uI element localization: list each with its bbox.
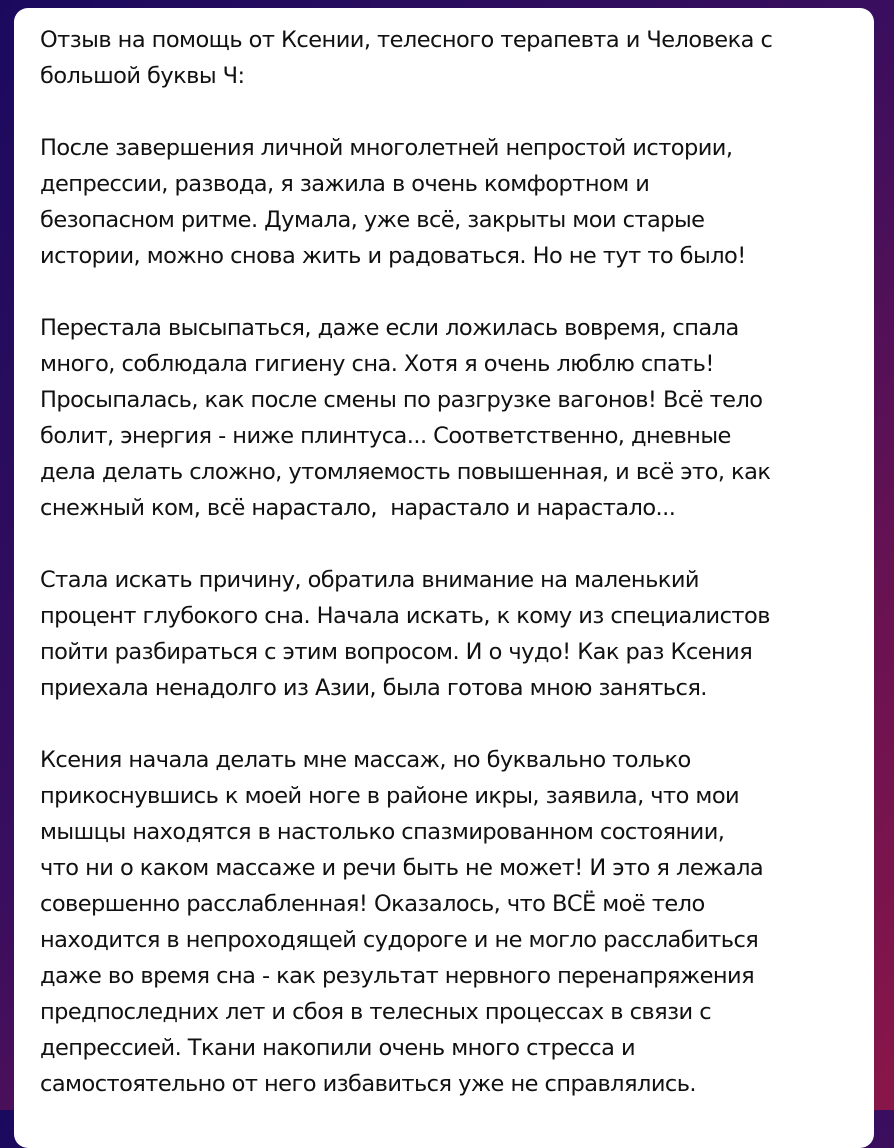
text-line: снежный ком, всё нарастало, нарастало и нарастало... <box>40 495 676 521</box>
text-line: После завершения личной многолетней непростой истории, <box>40 135 733 161</box>
text-line: находится в непроходящей судороге и не могло расслабиться <box>40 927 759 953</box>
text-line: депрессии, развода, я зажила в очень комфортном и <box>40 171 650 197</box>
text-line: болит, энергия - ниже плинтуса... Соответственно, дневные <box>40 423 731 449</box>
message-paragraph <box>40 22 854 94</box>
text-line: что ни о каком массаже и речи быть не может! И это я лежала <box>40 855 764 881</box>
text-line: дела делать сложно, утомляемость повышенная, и всё это, как <box>40 459 771 485</box>
text-line: большой буквы Ч: <box>40 63 245 89</box>
text-line: много, соблюдала гигиену сна. Хотя я очень люблю спать! <box>40 351 714 377</box>
text-line: самостоятельно от него избавиться уже не справлялись. <box>40 1071 697 1097</box>
text-line: прикоснувшись к моей ноге в районе икры, заявила, что мои <box>40 783 740 809</box>
text-line: пойти разбираться с этим вопросом. И о чудо! Как раз Ксения <box>40 639 753 665</box>
message-paragraph <box>40 310 854 526</box>
text-line: совершенно расслабленная! Оказалось, что ВСЁ моё тело <box>40 891 705 917</box>
text-line: депрессией. Ткани накопили очень много стресса и <box>40 1035 636 1061</box>
message-paragraph <box>40 742 854 1102</box>
message-paragraph <box>40 562 854 706</box>
text-line: предпоследних лет и сбоя в телесных процессах в связи с <box>40 999 712 1025</box>
text-line: безопасном ритме. Думала, уже всё, закрыты мои старые <box>40 207 705 233</box>
text-line: Ксения начала делать мне массаж, но буквально только <box>40 747 691 773</box>
text-line: мышцы находятся в настолько спазмированном состоянии, <box>40 819 725 845</box>
message-paragraph <box>40 130 854 274</box>
text-line: даже во время сна - как результат нервного перенапряжения <box>40 963 755 989</box>
text-line: приехала ненадолго из Азии, была готова мною заняться. <box>40 675 707 701</box>
message-bubble <box>14 8 874 1148</box>
text-line: истории, можно снова жить и радоваться. Но не тут то было! <box>40 243 746 269</box>
text-line: процент глубокого сна. Начала искать, к кому из специалистов <box>40 603 770 629</box>
text-line: Отзыв на помощь от Ксении, телесного терапевта и Человека с <box>40 27 773 53</box>
text-line: Просыпалась, как после смены по разгрузке вагонов! Всё тело <box>40 387 763 413</box>
text-line: Стала искать причину, обратила внимание на маленький <box>40 567 699 593</box>
text-line: Перестала высыпаться, даже если ложилась вовремя, спала <box>40 315 739 341</box>
